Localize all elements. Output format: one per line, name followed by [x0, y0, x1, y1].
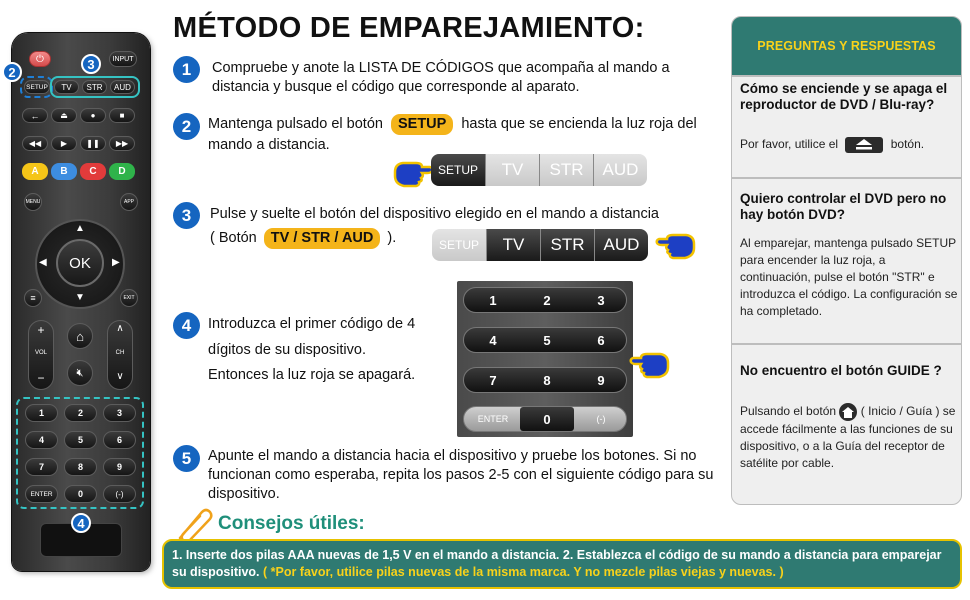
qa-header-text: PREGUNTAS Y RESPUESTAS [757, 39, 936, 53]
remote-num-0[interactable]: 0 [64, 485, 97, 503]
step-3-button-strip [432, 229, 648, 261]
pause-button[interactable]: ❚❚ [80, 136, 106, 151]
step-4-line1: Introduzca el primer código de 4 [208, 316, 416, 332]
record-button[interactable]: ● [80, 108, 106, 123]
pointing-hand-icon [651, 226, 697, 262]
volume-rocker[interactable]: + VOL − [28, 320, 54, 390]
remote-num-5[interactable]: 5 [64, 431, 97, 449]
keypad-key-2[interactable]: 2 [543, 292, 551, 308]
rewind-button[interactable]: ◀◀ [22, 136, 48, 151]
ch-label: CH [115, 350, 125, 356]
list-button[interactable]: ≡ [24, 289, 42, 307]
remote-enter[interactable]: ENTER [25, 485, 58, 503]
keypad-key-1[interactable]: 1 [489, 292, 497, 308]
qa-question-1: Cómo se enciende y se apaga el reproductor de DVD / Blu-ray? [740, 81, 948, 112]
keypad-row-2 [463, 327, 627, 353]
step-4-badge: 4 [173, 312, 200, 339]
step-2-before: Mantenga pulsado el botón [208, 116, 383, 132]
remote-num-9[interactable]: 9 [103, 458, 136, 476]
tips-title: Consejos útiles: [218, 513, 365, 534]
power-icon: ⏻ [36, 53, 44, 65]
step-2-setup-pill: SETUP [391, 114, 453, 135]
remote-str-button[interactable]: STR [82, 80, 107, 94]
step-3-after: ). [387, 230, 397, 246]
eject-button[interactable]: ⏏ [51, 108, 77, 123]
menu-button[interactable]: MENU [24, 193, 42, 211]
strip2-str-key[interactable]: STR [540, 154, 594, 186]
dpad-up-icon[interactable]: ▲ [75, 223, 85, 234]
step-4-line2: dígitos de su dispositivo. [208, 342, 366, 358]
keypad-row-4 [463, 406, 627, 432]
qa-answer-1 [740, 136, 958, 153]
color-key-c[interactable]: C [80, 163, 106, 180]
vol-label: VOL [34, 350, 47, 356]
step-4-line3: Entonces la luz roja se apagará. [208, 367, 416, 383]
keypad-illustration [457, 281, 633, 437]
eject-icon [845, 137, 883, 153]
keypad-key-4[interactable]: 4 [489, 332, 497, 348]
exit-button[interactable]: EXIT [120, 289, 138, 307]
remote-num-3[interactable]: 3 [103, 404, 136, 422]
page-title: MÉTODO DE EMPAREJAMIENTO: [173, 12, 645, 44]
strip2-tv-key[interactable]: TV [486, 154, 540, 186]
keypad-key-9[interactable]: 9 [597, 372, 605, 388]
remote-dash[interactable]: (-) [103, 485, 136, 503]
remote-aud-button[interactable]: AUD [110, 80, 135, 94]
step-3-badge: 3 [173, 202, 200, 229]
mute-button[interactable]: 🔇︎ [67, 360, 93, 386]
remote-badge-3: 3 [81, 54, 101, 74]
color-key-d[interactable]: D [109, 163, 135, 180]
strip3-str-key[interactable]: STR [541, 229, 595, 261]
color-key-b[interactable]: B [51, 163, 77, 180]
qa-answer-1-after: botón. [890, 137, 925, 151]
qa-answer-2: Al emparejar, mantenga pulsado SETUP para encender la luz roja, a continuación, pulse el botón "STR" e introduzca el código. La configuración se ha completado. [740, 236, 958, 318]
dpad-right-icon[interactable]: ▶ [112, 257, 120, 268]
qa-question-3: No encuentro el botón GUIDE ? [740, 363, 942, 378]
forward-button[interactable]: ▶▶ [109, 136, 135, 151]
remote-badge-2: 2 [2, 62, 22, 82]
remote-badge-4: 4 [71, 513, 91, 533]
step-5-text: Apunte el mando a distancia hacia el dispositivo y pruebe los botones. Si no funcionan como esperaba, repita los pasos 2-5 con el siguiente código para su dispositivo. [208, 448, 714, 502]
stop-button[interactable]: ■ [109, 108, 135, 123]
step-2-after: hasta que se encienda la luz roja del mando a distancia. [208, 116, 697, 153]
step-2-button-strip [431, 154, 647, 186]
input-button[interactable]: INPUT [109, 51, 137, 67]
keypad-key-7[interactable]: 7 [489, 372, 497, 388]
step-3-line1: Pulse y suelte el botón del dispositivo elegido en el mando a distancia [210, 206, 659, 222]
keypad-enter[interactable]: ENTER [477, 414, 509, 424]
home-icon [839, 403, 857, 421]
keypad-key-5[interactable]: 5 [543, 332, 551, 348]
qa-answer-1-before: Por favor, utilice el [740, 137, 839, 151]
keypad-dash[interactable]: (-) [596, 414, 606, 424]
qa-panel [731, 16, 962, 505]
strip2-aud-key[interactable]: AUD [594, 154, 647, 186]
qa-header [732, 17, 961, 75]
qa-answer-3 [740, 403, 958, 472]
step-2-badge: 2 [173, 113, 200, 140]
remote-num-8[interactable]: 8 [64, 458, 97, 476]
remote-tv-button[interactable]: TV [54, 80, 79, 94]
step-3-before: ( Botón [210, 230, 257, 246]
remote-setup-button[interactable]: SETUP [24, 80, 50, 94]
color-key-a[interactable]: A [22, 163, 48, 180]
step-5-badge: 5 [173, 445, 200, 472]
strip2-setup-key[interactable]: SETUP [431, 154, 486, 186]
remote-num-1[interactable]: 1 [25, 404, 58, 422]
device-keys-highlight [50, 76, 140, 98]
qa-divider [732, 75, 961, 77]
step-3-line2 [210, 228, 450, 249]
pointing-hand-icon [627, 345, 671, 381]
keypad-key-0[interactable]: 0 [520, 407, 574, 431]
remote-num-2[interactable]: 2 [64, 404, 97, 422]
qa-divider [732, 177, 961, 179]
qa-answer-3-before: Pulsando el botón [740, 404, 837, 419]
power-button[interactable] [29, 51, 51, 67]
strip3-setup-key[interactable]: SETUP [432, 229, 487, 261]
dpad-down-icon[interactable]: ▼ [75, 292, 85, 303]
paperclip-icon [172, 506, 216, 542]
setup-highlight [20, 76, 53, 98]
tips-box [162, 539, 962, 589]
tips-note: ( *Por favor, utilice pilas nuevas de la misma marca. Y no mezcle pilas viejas y nuevas. ) [263, 565, 784, 579]
qa-answer-3-after: ( Inicio / Guía ) se accede fácilmente a las funciones de su dispositivo, o a la Guía del receptor de satélite por cable. [740, 404, 956, 470]
tips-main: 1. Inserte dos pilas AAA nuevas de 1,5 V en el mando a distancia. 2. Establezca el código de su mando a distancia para emparejar su dispositivo. [172, 548, 942, 579]
back-button[interactable]: ← [22, 108, 48, 123]
pointing-hand-icon [392, 154, 434, 190]
remote-num-4[interactable]: 4 [25, 431, 58, 449]
remote-control-image [12, 33, 150, 571]
strip3-aud-key[interactable]: AUD [595, 229, 648, 261]
step-2-text [208, 114, 728, 156]
keypad-key-6[interactable]: 6 [597, 332, 605, 348]
keypad-row-3 [463, 367, 627, 393]
keypad-key-3[interactable]: 3 [597, 292, 605, 308]
remote-num-7[interactable]: 7 [25, 458, 58, 476]
qa-divider [732, 343, 961, 345]
remote-num-6[interactable]: 6 [103, 431, 136, 449]
keypad-row-1 [463, 287, 627, 313]
play-button[interactable]: ▶ [51, 136, 77, 151]
keypad-key-8[interactable]: 8 [543, 372, 551, 388]
step-1-text: Compruebe y anote la LISTA DE CÓDIGOS que acompaña al mando a distancia y busque el código que corresponde al aparato. [212, 60, 670, 95]
dpad-left-icon[interactable]: ◀ [39, 257, 47, 268]
app-button[interactable]: APP [120, 193, 138, 211]
step-1-badge: 1 [173, 56, 200, 83]
strip3-tv-key[interactable]: TV [487, 229, 541, 261]
qa-question-2: Quiero controlar el DVD pero no hay botón DVD? [740, 191, 947, 222]
channel-rocker[interactable]: ∧ CH ∨ [107, 320, 133, 390]
home-button[interactable]: ⌂ [67, 323, 93, 349]
tips-text [172, 547, 952, 581]
step-3-device-pill: TV / STR / AUD [264, 228, 381, 249]
ok-button[interactable]: OK [56, 239, 104, 287]
